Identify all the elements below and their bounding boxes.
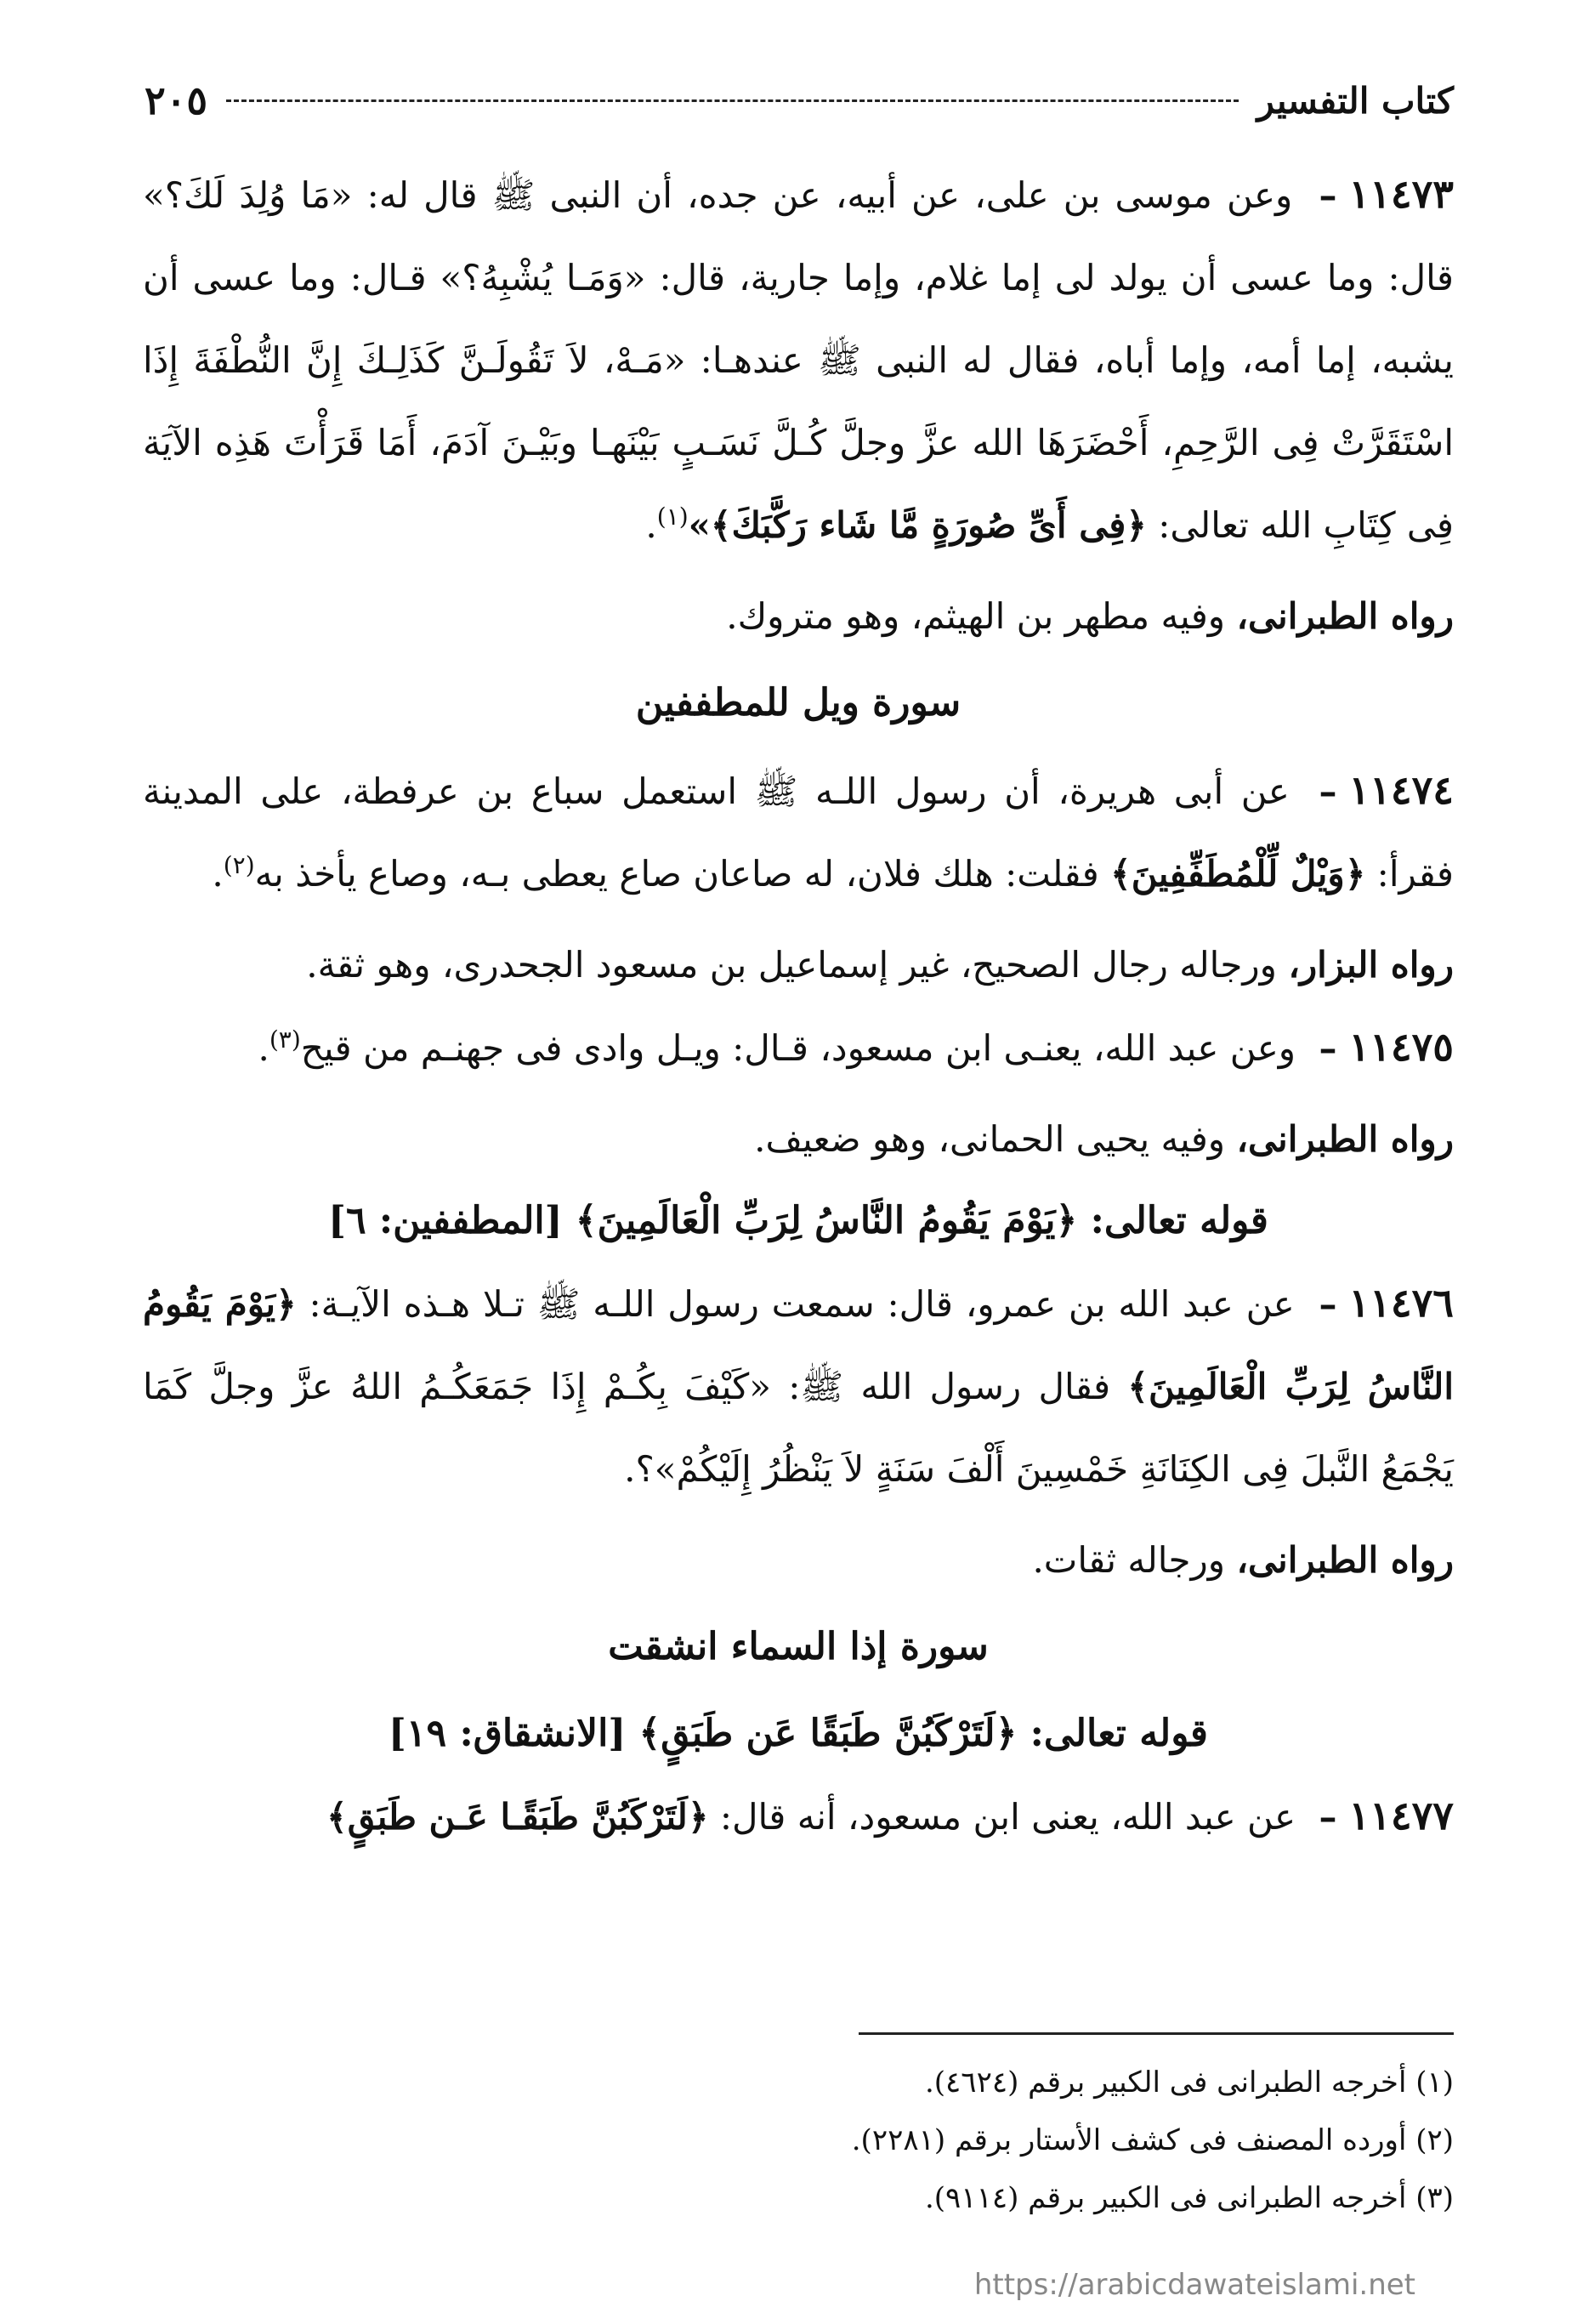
narration-note [143, 575, 1454, 657]
hadith-text: وعن موسى بن على، عن أبيه، عن جده، أن النبى ﷺ قال له: «مَا وُلِدَ لَكَ؟» قال: وما عسى أن يولد لى إما غلام، وإما جارية، قال: «وَمَـا يُشْبِهُ؟» قـال: وما عسى أن يشبه، إما أمه، وإما أباه، فقال له النبى ﷺ عندهـا: «مَـهْ، لاَ تَقُولَـنَّ كَذَلِـكَ إِنَّ النُّطْفَةَ إِذَا اسْتَقَرَّتْ فِى الرَّحِمِ، أَحْضَرَهَا الله عزَّ وجلَّ كُـلَّ نَسَـبٍ بَيْنَهـا وبَيْـنَ آدَمَ، أَمَا قَرَأْتَ هَذِه الآيَة فِى كِتَابِ الله تعالى: [143, 174, 1454, 546]
narration-text: وفيه مطهر بن الهيثم، وهو متروك. [726, 595, 1226, 637]
book-title: كتاب التفسير [1256, 79, 1454, 122]
hadith-number: ١١٤٧٥ [1348, 1024, 1454, 1070]
footnote-divider [859, 2032, 1454, 2035]
hadith-number: ١١٤٧٧ [1348, 1793, 1454, 1838]
footnotes [595, 2054, 1454, 2227]
hadith-text: وعن عبد الله، يعنـى ابن مسعود، قـال: ويـل وادى فى جهنـم من قيح [300, 1027, 1296, 1069]
narration-source: رواه الطبرانى، [1236, 595, 1454, 637]
surah-heading: سورة إذا السماء انشقت [608, 1625, 989, 1668]
entry-dash: – [1319, 1027, 1337, 1069]
narration-source: رواه الطبرانى، [1236, 1539, 1454, 1581]
page-number: ٢٠٥ [145, 77, 208, 123]
hadith-number: ١١٤٧٦ [1348, 1280, 1454, 1326]
quran-quote: ﴿فِى أَىِّ صُورَةٍ مَّا شَاء رَكَّبَكَ﴾» [688, 504, 1147, 546]
footnote-ref[interactable]: (٢) [223, 851, 255, 879]
verse-heading: قوله تعالى: ﴿يَوْمَ يَقُومُ النَّاسُ لِرَبِّ الْعَالَمِينَ﴾ [المطففين: ٦] [328, 1199, 1268, 1242]
header-rule [226, 99, 1239, 102]
narration-text: ورجاله ثقات. [1032, 1539, 1226, 1581]
hadith-text: عن عبد الله، يعنى ابن مسعود، أنه قال: [719, 1796, 1296, 1838]
hadith-entry-11477 [143, 1775, 1454, 1858]
hadith-text-continued: فقلت: هلك فلان، له صاعان صاع يعطى بـه، وصاع يأخذ به [254, 853, 1099, 895]
footnote-1: (١) أخرجه الطبرانى فى الكبير برقم (٤٦٢٤). [924, 2065, 1454, 2100]
page-body [143, 153, 1454, 1858]
narration-text: ورجاله رجال الصحيح، غير إسماعيل بن مسعود الجحدرى، وهو ثقة. [306, 944, 1277, 986]
narration-text: وفيه يحيى الحمانى، وهو ضعيف. [754, 1118, 1226, 1160]
narration-note [143, 1519, 1454, 1601]
hadith-number: ١١٤٧٣ [1348, 171, 1454, 217]
entry-dash: – [1319, 1283, 1337, 1325]
footnote-2: (٢) أورده المصنف فى كشف الأستار برقم (٢٢٨١). [851, 2123, 1454, 2157]
narration-note [143, 1098, 1454, 1180]
page-header [145, 75, 1454, 126]
narration-source: رواه الطبرانى، [1236, 1118, 1454, 1160]
hadith-entry-11474 [143, 749, 1454, 915]
quran-quote: ﴿وَيْلٌ لِّلْمُطَفِّفِينَ﴾ [1110, 853, 1366, 895]
hadith-number: ١١٤٧٤ [1348, 767, 1454, 813]
quran-quote: ﴿لَتَرْكَبُنَّ طَبَقًـا عَـن طَبَقٍ﴾ [326, 1796, 709, 1838]
sentence-end: . [212, 853, 224, 895]
entry-dash: – [1319, 1796, 1337, 1838]
footnote-ref[interactable]: (٣) [269, 1026, 301, 1054]
narration-source: رواه البزار، [1288, 944, 1454, 986]
quran-quote: ﴿يَوْمَ يَقُومُ النَّاسُ لِرَبِّ الْعَالَمِينَ﴾ [143, 1283, 1454, 1407]
footnote-ref[interactable]: (١) [656, 503, 689, 531]
narration-note [143, 923, 1454, 1006]
footnote-3: (٣) أخرجه الطبرانى فى الكبير برقم (٩١١٤). [924, 2181, 1454, 2215]
hadith-text-continued: فقال رسول الله ﷺ: «كَيْفَ بِكُـمْ إِذَا جَمَعَكُـمُ اللهُ عزَّ وجلَّ كَمَا يَجْمَعُ النَّبلَ فِى الكِنَانَةِ خَمْسِينَ أَلْفَ سَنَةٍ لاَ يَنْظُرُ إِلَيْكُمْ»؟. [143, 1366, 1454, 1490]
entry-dash: – [1319, 770, 1337, 812]
sentence-end: . [645, 504, 657, 546]
hadith-text: عن أبى هريرة، أن رسول اللـه ﷺ استعمل سباع بن عرفطة، على المدينة فقرأ: [143, 770, 1454, 895]
sentence-end: . [258, 1027, 269, 1069]
hadith-entry-11476 [143, 1262, 1454, 1510]
surah-heading: سورة ويل للمطففين [635, 681, 962, 724]
watermark-url: https://arabicdawateislami.net [973, 2268, 1415, 2302]
hadith-entry-11473 [143, 153, 1454, 566]
hadith-text: عن عبد الله بن عمرو، قال: سمعت رسول اللـه ﷺ تـلا هـذه الآيـة: [309, 1283, 1295, 1325]
entry-dash: – [1319, 174, 1337, 216]
verse-heading: قوله تعالى: ﴿لَتَرْكَبُنَّ طَبَقًا عَن طَبَقٍ﴾ [الانشقاق: ١٩] [389, 1712, 1208, 1755]
hadith-entry-11475 [143, 1006, 1454, 1089]
